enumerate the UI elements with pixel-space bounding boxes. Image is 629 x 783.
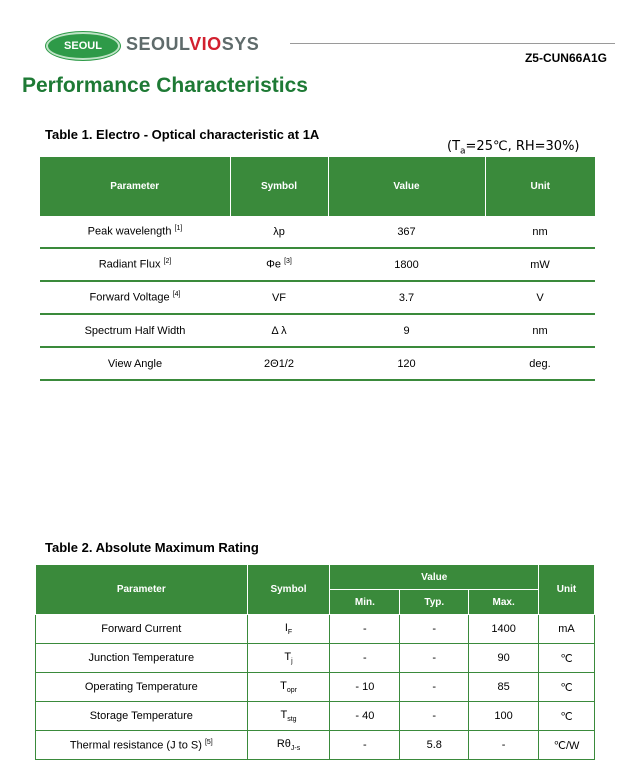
unit-cell: ℃ [539,673,595,702]
table1-condition: ($T_a=25℃$, RH=30%) [447,139,580,157]
min-cell: - 10 [330,673,400,702]
parameter-cell: Radiant Flux [2] [40,248,230,281]
parameter-cell: Storage Temperature [36,702,248,731]
unit-cell: ℃/W [539,731,595,760]
parameter-cell: Thermal resistance (J to S) [5] [36,731,248,760]
table-row [40,216,595,248]
unit-cell: mA [539,615,595,644]
header-cell: Unit [539,565,595,615]
unit-cell: nm [485,216,595,248]
table-row [36,673,595,702]
table2-title: Table 2. Absolute Maximum Rating [45,540,259,555]
header-cell: Value [328,157,485,216]
table-row [40,347,595,380]
symbol-cell: Φe [3] [230,248,328,281]
electro-optical-table [40,157,595,381]
max-cell: - [469,731,539,760]
company-logo [46,28,296,62]
logo-wordmark: SEOULVIOSYS [126,34,260,54]
symbol-cell: $R\theta_{J-s}$ [247,731,330,760]
header-cell: Typ. [400,590,469,615]
model-number: Z5-CUN66A1G [524,51,607,65]
min-cell: - [330,731,400,760]
symbol-cell: $T_{opr}$ [247,673,330,702]
unit-cell: ℃ [539,702,595,731]
table-row [40,248,595,281]
max-cell: 100 [469,702,539,731]
table-row [36,702,595,731]
parameter-cell: Forward Current [36,615,248,644]
parameter-cell: Spectrum Half Width [40,314,230,347]
symbol-cell: λp [230,216,328,248]
table1-title: Table 1. Electro - Optical characteristic at 1A [45,127,320,142]
value-cell: 120 [328,347,485,380]
table-row [36,731,595,760]
table-row [36,615,595,644]
value-cell: 3.7 [328,281,485,314]
header-cell: Symbol [247,565,330,615]
header-divider [290,43,615,44]
unit-cell: V [485,281,595,314]
value-cell: 9 [328,314,485,347]
typ-cell: - [400,644,469,673]
parameter-cell: Forward Voltage [4] [40,281,230,314]
symbol-cell: $I_F$ [247,615,330,644]
header-cell: Max. [469,590,539,615]
max-cell: 1400 [469,615,539,644]
page-title: Performance Characteristics [22,74,308,97]
table-header-row [40,157,595,216]
absolute-maximum-rating-table [35,564,595,760]
typ-cell: - [400,615,469,644]
unit-cell: ℃ [539,644,595,673]
max-cell: 90 [469,644,539,673]
logo-badge: SEOUL [46,32,120,60]
symbol-cell: VF [230,281,328,314]
table-row [40,314,595,347]
value-cell: 1800 [328,248,485,281]
table-header-row [36,565,595,590]
min-cell: - [330,644,400,673]
typ-cell: - [400,702,469,731]
header-cell: Unit [485,157,595,216]
header-cell: Parameter [40,157,230,216]
value-cell: 367 [328,216,485,248]
max-cell: 85 [469,673,539,702]
unit-cell: mW [485,248,595,281]
header-cell: Parameter [36,565,248,615]
parameter-cell: View Angle [40,347,230,380]
parameter-cell: Peak wavelength [1] [40,216,230,248]
unit-cell: deg. [485,347,595,380]
symbol-cell: Δ λ [230,314,328,347]
symbol-cell: $T_{stg}$ [247,702,330,731]
parameter-cell: Junction Temperature [36,644,248,673]
min-cell: - [330,615,400,644]
typ-cell: - [400,673,469,702]
unit-cell: nm [485,314,595,347]
symbol-cell: $T_j$ [247,644,330,673]
header-cell: Min. [330,590,400,615]
min-cell: - 40 [330,702,400,731]
table-row [40,281,595,314]
header-cell: Value [330,565,539,590]
parameter-cell: Operating Temperature [36,673,248,702]
header-cell: Symbol [230,157,328,216]
symbol-cell: 2Θ1/2 [230,347,328,380]
typ-cell: 5.8 [400,731,469,760]
table-row [36,644,595,673]
